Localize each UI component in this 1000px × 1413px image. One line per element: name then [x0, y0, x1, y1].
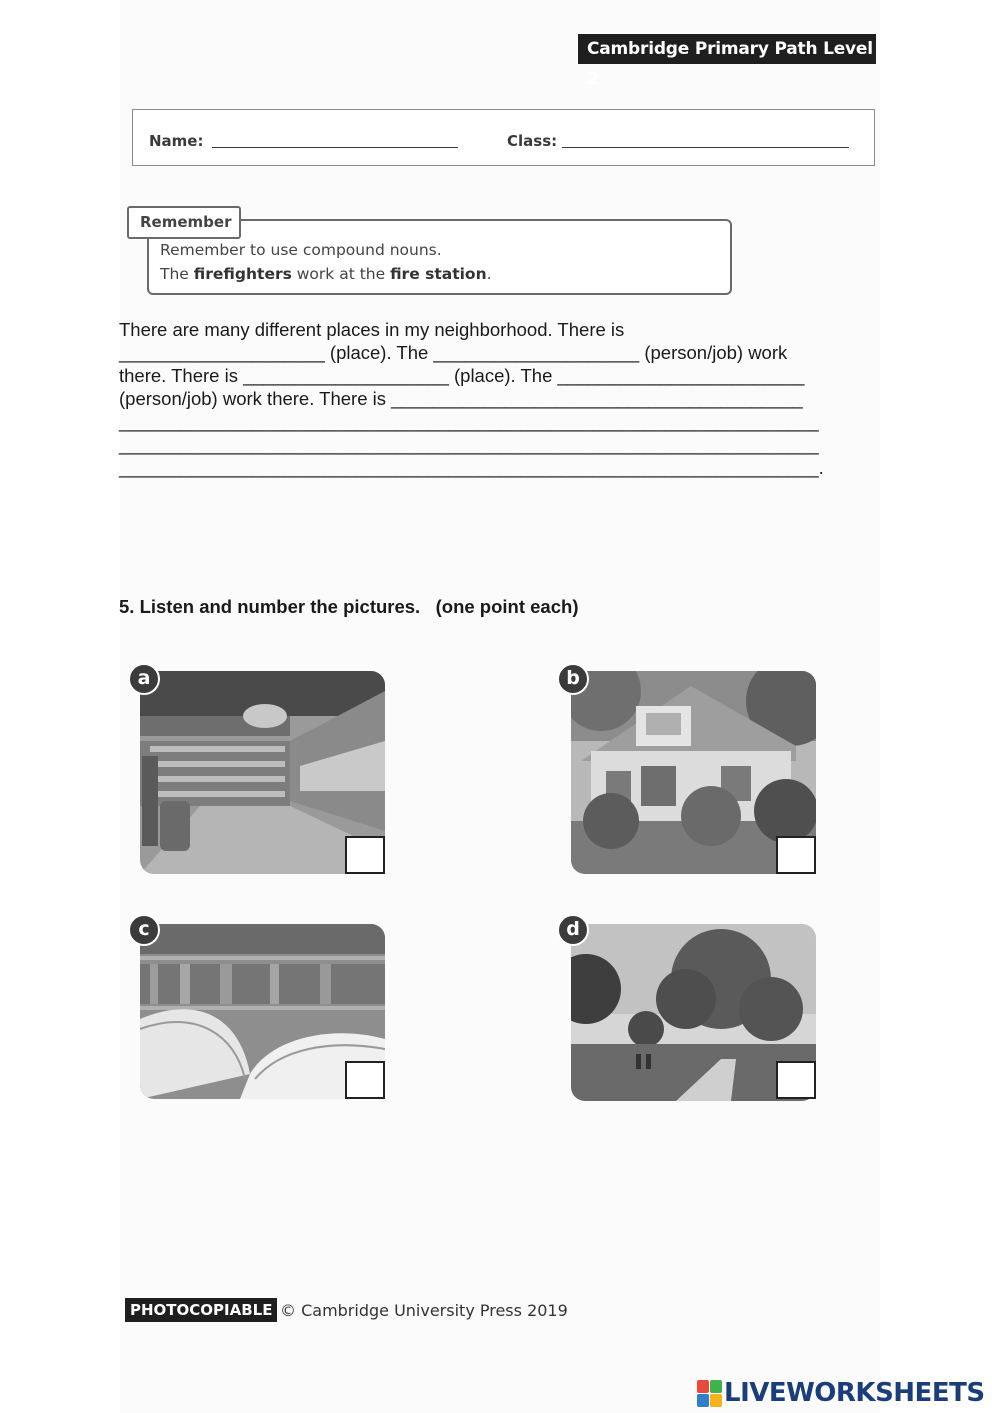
remember-tab: Remember	[127, 206, 241, 239]
class-input-line[interactable]	[562, 147, 849, 148]
picture-letter-b: b	[557, 663, 589, 695]
liveworksheets-text: LIVEWORKSHEETS	[724, 1378, 985, 1408]
name-class-box	[132, 109, 875, 166]
liveworksheets-logo	[697, 1377, 985, 1409]
name-input-line[interactable]	[212, 147, 458, 148]
answer-box-c[interactable]	[345, 1061, 385, 1099]
answer-box-a[interactable]	[345, 836, 385, 874]
paragraph-line-2[interactable]: ____________________ (place). The ____________________ (person/job) work	[119, 342, 788, 363]
paragraph-line-5[interactable]: ____________________________________________________________________	[119, 411, 819, 432]
paragraph-line-1: There are many different places in my neighborhood. There is	[119, 319, 625, 340]
answer-box-b[interactable]	[776, 836, 816, 874]
paragraph-line-7[interactable]: ____________________________________________________________________.	[119, 457, 824, 478]
paragraph-line-3[interactable]: there. There is ____________________ (place). The ________________________	[119, 365, 805, 386]
paragraph-line-6[interactable]: ____________________________________________________________________	[119, 434, 819, 455]
compound-noun-example-2: fire station	[390, 265, 487, 283]
picture-letter-a: a	[128, 663, 160, 695]
course-title: Cambridge Primary Path Level 2	[578, 34, 876, 64]
picture-letter-c: c	[128, 914, 160, 946]
photocopiable-badge: PHOTOCOPIABLE	[125, 1298, 277, 1322]
paragraph-line-4[interactable]: (person/job) work there. There is ________________________________________	[119, 388, 803, 409]
name-label: Name:	[149, 132, 204, 150]
answer-box-d[interactable]	[776, 1061, 816, 1099]
picture-letter-d: d	[557, 914, 589, 946]
question-heading: 5. Listen and number the pictures. (one point each)	[119, 596, 579, 617]
liveworksheets-icon	[697, 1380, 721, 1406]
remember-line-2: The firefighters work at the fire station.	[160, 265, 492, 283]
remember-line-1: Remember to use compound nouns.	[160, 241, 442, 259]
compound-noun-example-1: firefighters	[193, 265, 292, 283]
class-label: Class:	[507, 132, 558, 150]
copyright-notice: © Cambridge University Press 2019	[280, 1301, 568, 1320]
